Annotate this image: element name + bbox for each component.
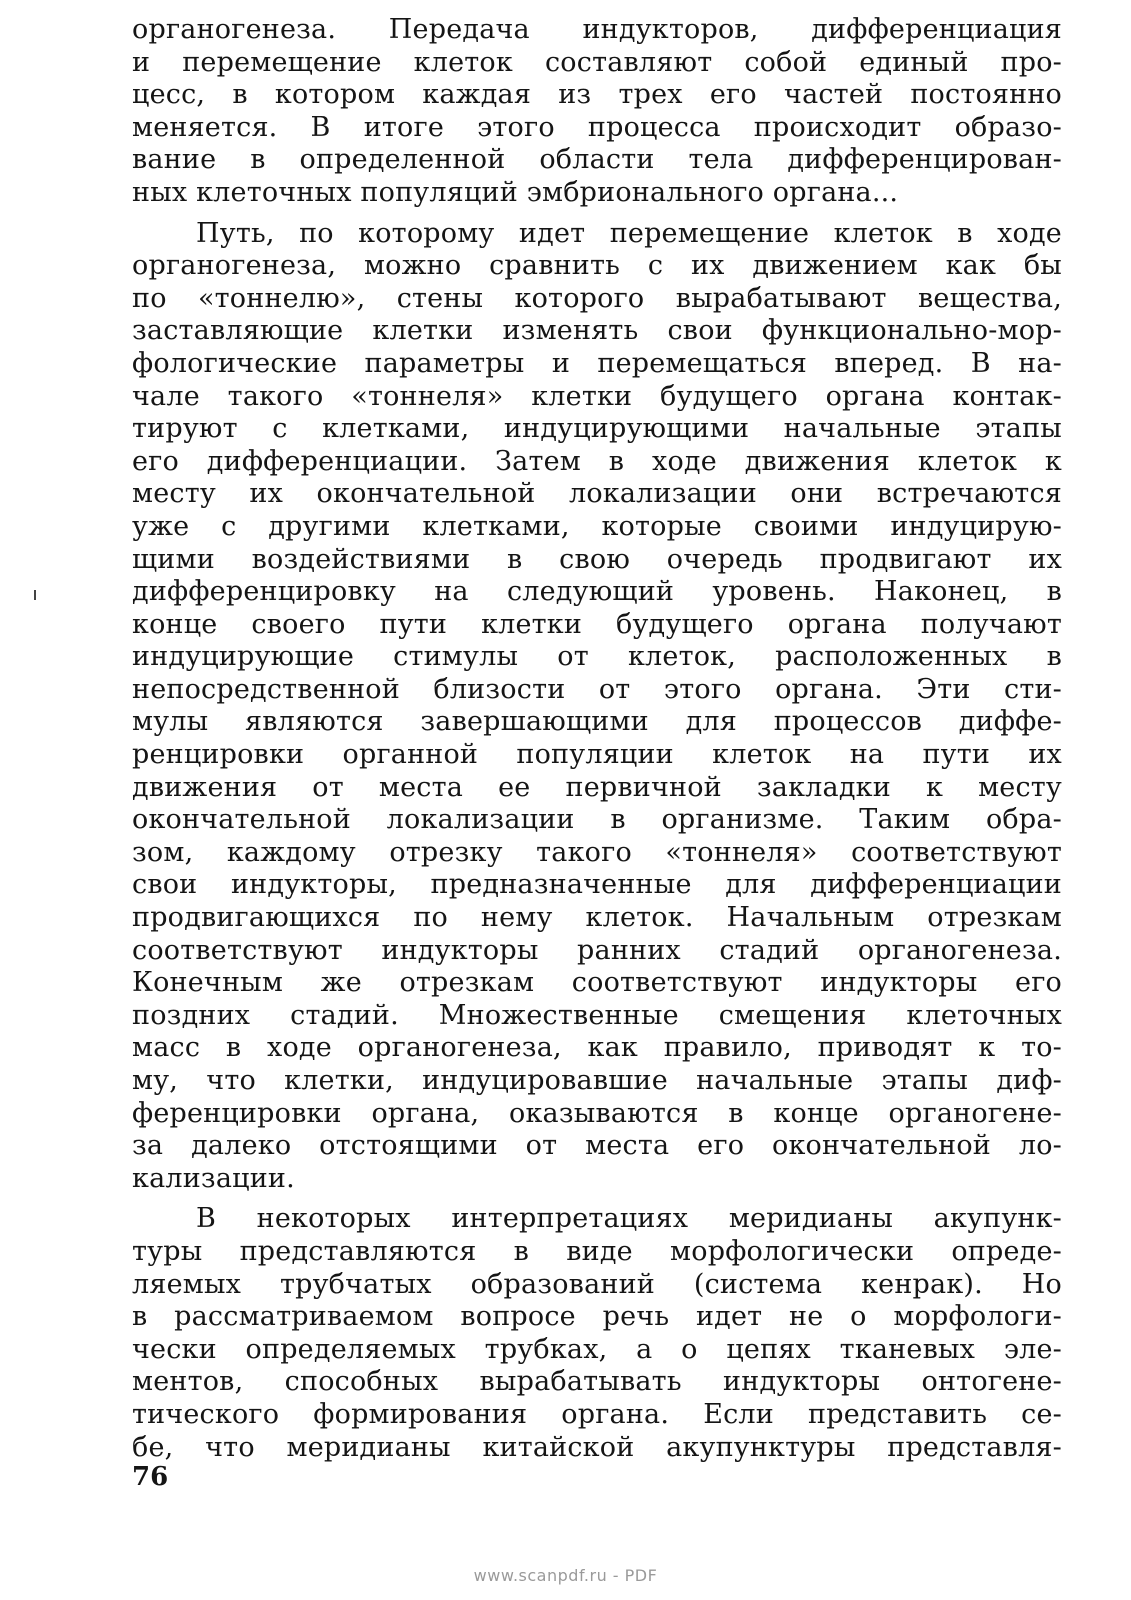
- text-line: и перемещение клеток составляют собой единый про-: [132, 46, 1062, 78]
- paragraph-1: [132, 14, 1062, 210]
- text-line: зом, каждому отрезку такого «тоннеля» соответствуют: [132, 836, 1062, 868]
- text-line: непосредственной близости от этого органа. Эти сти-: [132, 673, 1062, 705]
- text-line: поздних стадий. Множественные смещения клеточных: [132, 999, 1062, 1031]
- text-line: продвигающихся по нему клеток. Начальным отрезкам: [132, 902, 1062, 934]
- text-line: соответствуют индукторы ранних стадий органогенеза.: [132, 934, 1062, 966]
- text-line: ментов, способных вырабатывать индукторы онтогене-: [132, 1366, 1062, 1398]
- scan-speck: [34, 590, 36, 600]
- text-line: кализации.: [132, 1162, 295, 1194]
- text-line: мулы являются завершающими для процессов диффе-: [132, 706, 1062, 738]
- text-line: свои индукторы, предназначенные для дифференциации: [132, 869, 1062, 901]
- text-line: вание в определенной области тела дифференцирован-: [132, 144, 1062, 176]
- paragraph-3: [132, 1203, 1062, 1464]
- text-line: месту их окончательной локализации они встречаются: [132, 478, 1062, 510]
- text-line: в рассматриваемом вопросе речь идет не о морфологи-: [132, 1301, 1062, 1333]
- text-line: ференцировки органа, оказываются в конце органогене-: [132, 1097, 1062, 1129]
- text-line: В некоторых интерпретациях меридианы акупунк-: [196, 1203, 1062, 1235]
- text-line: органогенеза, можно сравнить с их движением как бы: [132, 250, 1062, 282]
- text-line: ляемых трубчатых образований (система кенрак). Но: [132, 1268, 1062, 1300]
- text-line: ных клеточных популяций эмбрионального органа...: [132, 176, 899, 208]
- text-line: конце своего пути клетки будущего органа получают: [132, 608, 1062, 640]
- text-line: Путь, по которому идет перемещение клеток в ходе: [196, 217, 1062, 249]
- text-line: цесс, в котором каждая из трех его частей постоянно: [132, 79, 1062, 111]
- text-line: заставляющие клетки изменять свои функционально-мор-: [132, 315, 1062, 347]
- body-text: [132, 14, 1062, 1464]
- text-line: щими воздействиями в свою очередь продвигают их: [132, 543, 1062, 575]
- text-line: уже с другими клетками, которые своими индуцирую-: [132, 510, 1062, 542]
- text-line: тируют с клетками, индуцирующими начальные этапы: [132, 413, 1062, 445]
- text-line: движения от места ее первичной закладки к месту: [132, 771, 1062, 803]
- text-line: его дифференциации. Затем в ходе движения клеток к: [132, 445, 1062, 477]
- text-line: окончательной локализации в организме. Таким обра-: [132, 804, 1062, 836]
- page-number: 76: [132, 1462, 169, 1492]
- text-line: чале такого «тоннеля» клетки будущего органа контак-: [132, 380, 1062, 412]
- text-line: Конечным же отрезкам соответствуют индукторы его: [132, 967, 1062, 999]
- text-line: индуцирующие стимулы от клеток, расположенных в: [132, 641, 1062, 673]
- watermark: www.scanpdf.ru - PDF: [473, 1566, 658, 1585]
- text-line: тического формирования органа. Если представить се-: [132, 1398, 1062, 1430]
- text-line: за далеко отстоящими от места его окончательной ло-: [132, 1130, 1062, 1162]
- text-line: ренцировки органной популяции клеток на пути их: [132, 739, 1062, 771]
- text-line: бе, что меридианы китайской акупунктуры представля-: [132, 1431, 1062, 1463]
- text-line: чески определяемых трубках, а о цепях тканевых эле-: [132, 1333, 1062, 1365]
- text-line: органогенеза. Передача индукторов, дифференциация: [132, 14, 1062, 45]
- text-line: фологические параметры и перемещаться вперед. В на-: [132, 347, 1062, 379]
- text-line: по «тоннелю», стены которого вырабатывают вещества,: [132, 282, 1062, 314]
- paragraph-2: [132, 218, 1062, 1196]
- text-line: туры представляются в виде морфологически опреде-: [132, 1235, 1062, 1267]
- text-line: дифференцировку на следующий уровень. Наконец, в: [132, 576, 1062, 608]
- text-line: му, что клетки, индуцировавшие начальные этапы диф-: [132, 1065, 1062, 1096]
- text-line: масс в ходе органогенеза, как правило, приводят к то-: [132, 1032, 1062, 1064]
- text-line: меняется. В итоге этого процесса происходит образо-: [132, 111, 1062, 143]
